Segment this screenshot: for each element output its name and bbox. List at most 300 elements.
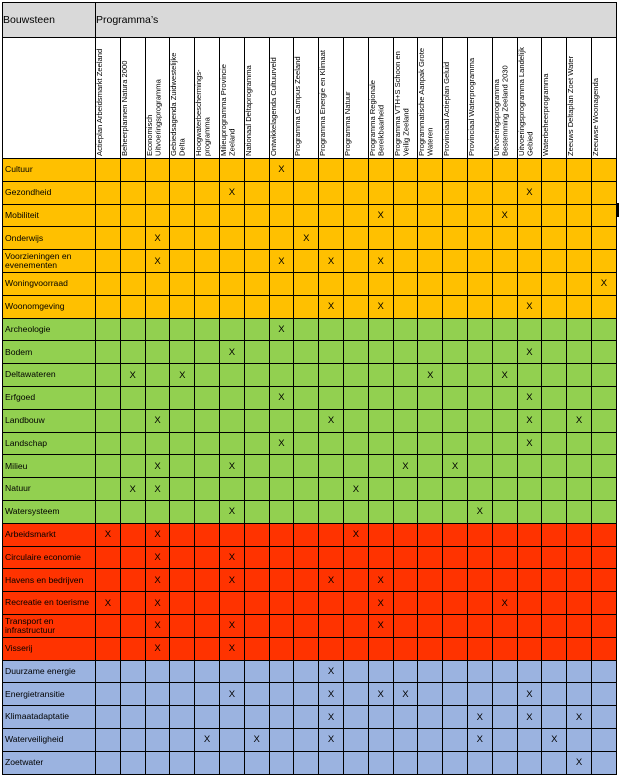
empty-cell [120,728,145,751]
empty-cell [96,728,121,751]
empty-cell [542,478,567,501]
empty-cell [145,181,170,204]
program-matrix-table [2,2,617,775]
empty-cell [591,751,616,774]
empty-cell [294,592,319,615]
empty-cell [120,455,145,478]
empty-cell [542,592,567,615]
empty-cell [170,728,195,751]
program-name: Zeeuws Deltaplan Zoet Water [566,55,576,156]
empty-cell [467,614,492,637]
empty-cell [443,409,468,432]
empty-cell [591,546,616,569]
empty-cell [368,409,393,432]
empty-cell [517,751,542,774]
program-name: Programma VTH+S Schoon en Veilig Zeeland [392,51,411,156]
empty-cell [467,364,492,387]
empty-cell [120,432,145,455]
empty-cell [591,523,616,546]
empty-cell [195,341,220,364]
empty-cell [492,751,517,774]
empty-cell [567,227,592,250]
empty-cell [443,706,468,729]
empty-cell [443,614,468,637]
empty-cell [343,250,368,273]
empty-cell [170,683,195,706]
empty-cell [443,660,468,683]
empty-cell [195,364,220,387]
empty-cell [195,159,220,182]
empty-cell [170,432,195,455]
empty-cell [294,341,319,364]
empty-cell [244,637,269,660]
empty-cell [418,181,443,204]
empty-cell [120,386,145,409]
x-mark: X [219,500,244,523]
empty-cell [269,683,294,706]
empty-cell [244,341,269,364]
x-mark: X [219,455,244,478]
empty-cell [219,728,244,751]
bouwsteen-header: Bouwsteen [3,3,96,38]
empty-cell [567,569,592,592]
empty-cell [343,637,368,660]
empty-cell [96,364,121,387]
empty-cell [145,500,170,523]
empty-cell [418,386,443,409]
empty-cell [517,546,542,569]
empty-cell [567,386,592,409]
empty-cell [443,523,468,546]
empty-cell [443,364,468,387]
x-mark: X [368,295,393,318]
empty-cell [567,455,592,478]
empty-cell [467,295,492,318]
x-mark: X [467,706,492,729]
table-row [3,523,617,546]
empty-cell [368,432,393,455]
empty-cell [467,660,492,683]
empty-cell [368,500,393,523]
empty-cell [418,523,443,546]
empty-cell [170,592,195,615]
empty-cell [393,295,418,318]
x-mark: X [517,706,542,729]
empty-cell [120,341,145,364]
empty-cell [343,409,368,432]
empty-cell [567,250,592,273]
x-mark: X [319,409,344,432]
empty-cell [542,500,567,523]
empty-cell [567,432,592,455]
empty-cell [467,318,492,341]
row-label: Arbeidsmarkt [3,523,96,546]
empty-cell [269,409,294,432]
empty-cell [96,569,121,592]
empty-cell [244,500,269,523]
empty-cell [492,455,517,478]
empty-cell [319,159,344,182]
empty-cell [96,706,121,729]
row-label: Zoetwater [3,751,96,774]
x-mark: X [219,181,244,204]
empty-cell [244,455,269,478]
empty-cell [294,706,319,729]
empty-cell [294,204,319,227]
empty-cell [393,546,418,569]
program-header [393,38,418,159]
x-mark: X [567,706,592,729]
empty-cell [567,683,592,706]
program-name: Nationaal Deltaprogramma [243,65,253,156]
empty-cell [244,318,269,341]
table-row [3,728,617,751]
empty-cell [492,181,517,204]
empty-cell [343,660,368,683]
empty-cell [120,660,145,683]
program-name: Ontwikkelagenda Cultuurveld [268,57,278,156]
empty-cell [591,409,616,432]
empty-cell [120,637,145,660]
x-mark: X [269,159,294,182]
empty-cell [170,660,195,683]
empty-cell [492,295,517,318]
empty-cell [120,272,145,295]
empty-cell [542,181,567,204]
program-header [492,38,517,159]
empty-cell [591,478,616,501]
empty-cell [343,318,368,341]
empty-cell [219,706,244,729]
empty-cell [418,592,443,615]
program-name: Zeeuwse Woonagenda [590,78,600,156]
empty-cell [319,341,344,364]
x-mark: X [319,250,344,273]
empty-cell [195,295,220,318]
x-mark: X [219,637,244,660]
empty-cell [443,272,468,295]
empty-cell [393,318,418,341]
empty-cell [368,478,393,501]
empty-cell [120,751,145,774]
empty-cell [467,683,492,706]
empty-cell [170,500,195,523]
empty-cell [393,728,418,751]
empty-cell [368,341,393,364]
empty-cell [294,364,319,387]
empty-cell [443,637,468,660]
empty-cell [393,523,418,546]
x-mark: X [145,546,170,569]
row-label: Klimaatadaptatie [3,706,96,729]
x-mark: X [145,523,170,546]
empty-cell [343,181,368,204]
empty-cell [294,272,319,295]
x-mark: X [96,592,121,615]
edge-marker [617,203,619,217]
empty-cell [492,706,517,729]
empty-cell [120,181,145,204]
empty-cell [170,181,195,204]
empty-cell [542,432,567,455]
empty-cell [492,272,517,295]
empty-cell [219,592,244,615]
program-header [368,38,393,159]
empty-cell [195,546,220,569]
x-mark: X [145,409,170,432]
empty-cell [343,592,368,615]
empty-cell [517,159,542,182]
empty-cell [567,546,592,569]
empty-cell [542,364,567,387]
empty-cell [591,706,616,729]
table-row [3,386,617,409]
empty-cell [120,614,145,637]
empty-cell [294,455,319,478]
x-mark: X [145,592,170,615]
program-name: Actieplan Arbeidsmarkt Zeeland [95,48,104,156]
program-names-row [3,38,617,159]
program-header [96,38,121,159]
empty-cell [96,478,121,501]
empty-cell [145,364,170,387]
program-name: Economisch Uitvoeringsprogramma [144,79,163,156]
empty-cell [294,569,319,592]
empty-cell [443,295,468,318]
empty-cell [368,546,393,569]
x-mark: X [443,455,468,478]
empty-cell [343,500,368,523]
empty-cell [269,751,294,774]
empty-cell [294,751,319,774]
empty-cell [418,614,443,637]
empty-cell [567,341,592,364]
row-label: Mobiliteit [3,204,96,227]
empty-cell [517,637,542,660]
empty-cell [542,637,567,660]
empty-cell [393,409,418,432]
program-header [319,38,344,159]
empty-cell [393,181,418,204]
empty-cell [170,250,195,273]
empty-cell [343,432,368,455]
empty-cell [591,227,616,250]
x-mark: X [269,432,294,455]
programmas-header: Programma’s [96,3,617,38]
empty-cell [542,250,567,273]
empty-cell [567,614,592,637]
empty-cell [542,341,567,364]
x-mark: X [567,409,592,432]
empty-cell [542,546,567,569]
empty-cell [219,318,244,341]
x-mark: X [517,295,542,318]
x-mark: X [418,364,443,387]
empty-cell [170,227,195,250]
empty-cell [443,728,468,751]
empty-cell [294,432,319,455]
empty-cell [269,364,294,387]
empty-cell [219,204,244,227]
empty-cell [294,500,319,523]
empty-cell [443,546,468,569]
empty-cell [269,728,294,751]
empty-cell [542,706,567,729]
empty-cell [368,364,393,387]
x-mark: X [517,432,542,455]
program-name: Provinciaal Waterprogramma [466,57,476,156]
empty-cell [244,386,269,409]
empty-cell [170,478,195,501]
empty-cell [542,569,567,592]
empty-cell [96,227,121,250]
empty-cell [393,432,418,455]
program-header [591,38,616,159]
empty-cell [492,614,517,637]
empty-cell [591,386,616,409]
empty-cell [120,569,145,592]
empty-cell [244,250,269,273]
empty-cell [542,683,567,706]
program-header [145,38,170,159]
empty-cell [492,683,517,706]
empty-cell [542,660,567,683]
empty-cell [294,637,319,660]
x-mark: X [219,614,244,637]
empty-cell [343,728,368,751]
empty-cell [467,386,492,409]
x-mark: X [319,728,344,751]
empty-cell [343,295,368,318]
x-mark: X [319,683,344,706]
empty-cell [219,272,244,295]
table-row [3,706,617,729]
empty-cell [170,455,195,478]
empty-cell [393,500,418,523]
table-row [3,159,617,182]
empty-cell [517,478,542,501]
empty-cell [492,409,517,432]
x-mark: X [343,523,368,546]
x-mark: X [517,683,542,706]
table-row [3,614,617,637]
x-mark: X [467,500,492,523]
empty-cell [170,569,195,592]
program-name: Programma Regionale Bereikbaarheid [367,80,386,156]
empty-cell [145,432,170,455]
empty-cell [294,728,319,751]
empty-cell [195,272,220,295]
empty-cell [96,660,121,683]
empty-cell [393,660,418,683]
empty-cell [96,272,121,295]
table-row [3,546,617,569]
row-label: Milieu [3,455,96,478]
empty-cell [467,569,492,592]
empty-cell [294,523,319,546]
empty-cell [195,409,220,432]
empty-cell [517,227,542,250]
empty-cell [567,728,592,751]
empty-cell [492,523,517,546]
empty-cell [467,546,492,569]
row-label: Duurzame energie [3,660,96,683]
empty-cell [319,272,344,295]
empty-cell [418,432,443,455]
empty-cell [120,546,145,569]
empty-cell [343,386,368,409]
program-name: Provinciaal Actieplan Geluid [442,61,452,156]
empty-cell [319,614,344,637]
empty-cell [195,614,220,637]
program-header [567,38,592,159]
empty-cell [517,318,542,341]
empty-cell [368,751,393,774]
empty-cell [195,500,220,523]
empty-cell [120,204,145,227]
empty-cell [219,386,244,409]
program-name: Uitvoeringsprogramma Landelijk Gebied [516,47,535,156]
empty-cell [542,614,567,637]
empty-cell [269,204,294,227]
empty-cell [418,569,443,592]
x-mark: X [343,478,368,501]
empty-cell [244,660,269,683]
empty-cell [294,546,319,569]
empty-cell [517,728,542,751]
empty-cell [467,181,492,204]
table-row [3,227,617,250]
empty-cell [269,181,294,204]
empty-cell [492,159,517,182]
empty-cell [195,706,220,729]
row-label: Landschap [3,432,96,455]
program-name: Programmatische Aanpak Grote Wateren [417,47,435,156]
empty-cell [393,637,418,660]
x-mark: X [120,478,145,501]
empty-cell [244,683,269,706]
x-mark: X [145,478,170,501]
empty-cell [467,637,492,660]
empty-cell [244,523,269,546]
empty-cell [467,409,492,432]
header-row [3,3,617,38]
empty-cell [96,751,121,774]
empty-cell [492,318,517,341]
empty-cell [567,295,592,318]
table-row [3,660,617,683]
table-row [3,637,617,660]
empty-cell [393,227,418,250]
x-mark: X [542,728,567,751]
empty-cell [542,318,567,341]
x-mark: X [319,295,344,318]
row-label: Onderwijs [3,227,96,250]
empty-cell [418,751,443,774]
empty-cell [96,546,121,569]
table-row [3,295,617,318]
empty-cell [145,660,170,683]
empty-cell [244,546,269,569]
empty-cell [145,341,170,364]
empty-cell [170,751,195,774]
row-label: Natuur [3,478,96,501]
empty-cell [467,455,492,478]
empty-cell [591,728,616,751]
empty-cell [393,706,418,729]
empty-cell [492,660,517,683]
empty-cell [368,318,393,341]
